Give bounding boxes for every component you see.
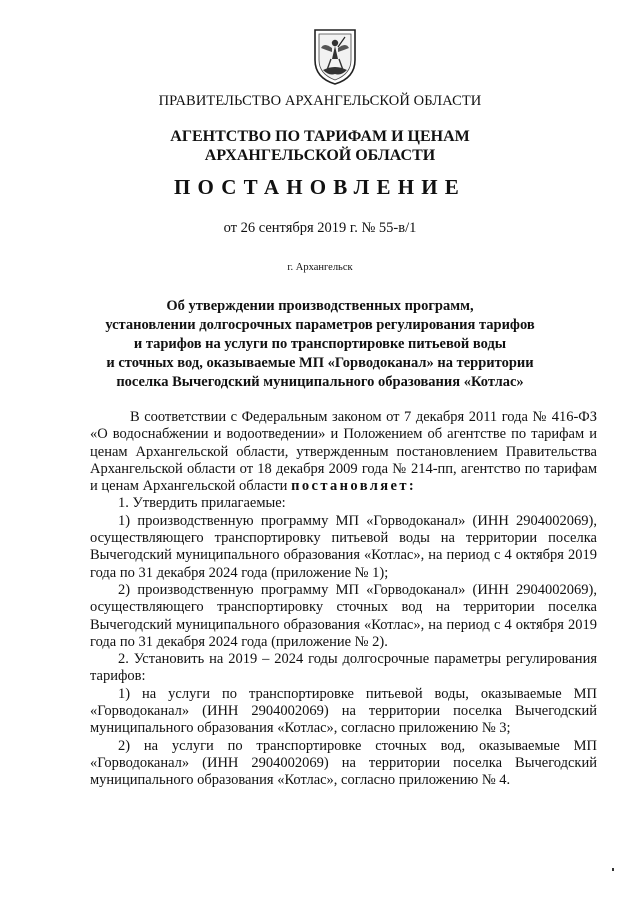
agency-title-line-1: АГЕНТСТВО ПО ТАРИФАМ И ЦЕНАМ	[170, 128, 470, 145]
document-subject	[0, 297, 640, 392]
item-1-2: 2) производственную программу МП «Горводоканал» (ИНН 2904002069), осуществляющего транспортировку сточных вод на территории поселка Вычегодский муниципального образования «Котлас», на период с 4 октября 2019 года по 31 декабря 2024 года (приложение № 2).	[90, 581, 597, 650]
government-title: ПРАВИТЕЛЬСТВО АРХАНГЕЛЬСКОЙ ОБЛАСТИ	[158, 93, 482, 109]
scan-speck	[612, 868, 614, 871]
subject-line-2: установлении долгосрочных параметров регулирования тарифов	[105, 317, 535, 333]
intro-text: В соответствии с Федеральным законом от 7 декабря 2011 года № 416-ФЗ «О водоснабжении и водоотведении» и Положением об агентстве по тарифам и ценам Архангельской области, утвержденным постановлением Правительства Архангельской области от 18 декабря 2009 года № 214-пп, агентство по тарифам и ценам Архангельской области	[90, 409, 597, 495]
coat-of-arms-emblem	[311, 26, 359, 86]
item-1-1: 1) производственную программу МП «Горводоканал» (ИНН 2904002069), осуществляющего транспортировку питьевой воды на территории поселка Вычегодский муниципального образования «Котлас», на период с 4 октября 2019 года по 31 декабря 2024 года (приложение № 1);	[90, 512, 597, 581]
document-city: г. Архангельск	[287, 262, 353, 273]
document-body	[90, 409, 597, 790]
item-2-1: 1) на услуги по транспортировке питьевой воды, оказываемые МП «Горводоканал» (ИНН 2904002069) на территории поселка Вычегодский муниципального образования «Котлас», согласно приложению № 3;	[90, 685, 597, 737]
agency-title	[0, 127, 640, 165]
intro-paragraph	[90, 409, 597, 495]
resolves-word: постановляет:	[291, 478, 417, 495]
subject-line-1: Об утверждении производственных программ,	[166, 298, 474, 314]
document-date-number: от 26 сентября 2019 г. № 55-в/1	[223, 220, 417, 236]
item-2-2: 2) на услуги по транспортировке сточных вод, оказываемые МП «Горводоканал» (ИНН 2904002069) на территории поселка Вычегодский муниципального образования «Котлас», согласно приложению № 4.	[90, 737, 597, 789]
subject-line-5: поселка Вычегодский муниципального образования «Котлас»	[116, 374, 524, 390]
agency-title-line-2: АРХАНГЕЛЬСКОЙ ОБЛАСТИ	[204, 147, 436, 164]
subject-line-3: и тарифов на услуги по транспортировке питьевой воды	[133, 336, 507, 352]
document-type-heading: ПОСТАНОВЛЕНИЕ	[173, 175, 467, 199]
subject-line-4: и сточных вод, оказываемые МП «Горводоканал» на территории	[106, 355, 534, 371]
item-2: 2. Установить на 2019 – 2024 годы долгосрочные параметры регулирования тарифов:	[90, 651, 597, 685]
item-1: 1. Утвердить прилагаемые:	[118, 495, 286, 512]
